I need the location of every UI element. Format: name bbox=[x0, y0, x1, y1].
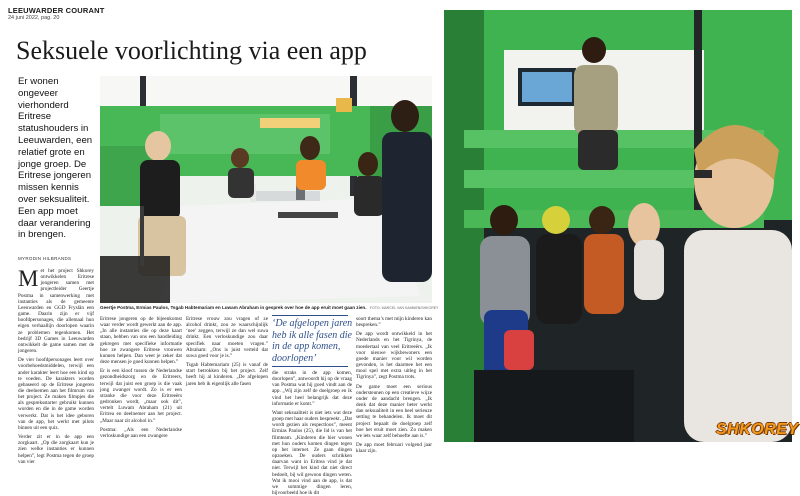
paragraph: Want seksualiteit is niet iets wat deze groep met haar ouders bespreekt. „Dat wordt gezien als respectloos”, meent Ermias Paulos (25), die lid is van het filmteam. „Kinderen die hier wonen met hun ouders komen dingen tegen op het internet. Ze gaan dingen opzoeken. De ouders schrikken daarvan want in Eritrea vind je dat niet. Terwijl het kind dat niet direct bedoelt, bij wil gewoon dingen weten. Wat ik mooi vind aan de app, is dat we sommige dingen leren, bijvoorbeeld hoe ik dit bbox=[272, 409, 352, 496]
quote-rule-bottom bbox=[272, 366, 348, 367]
issue-date: 24 juni 2022, pag. 20 bbox=[8, 15, 60, 21]
paragraph: soort thema’s met mijn kinderen kan bespreken.” bbox=[356, 316, 432, 329]
paragraph: De app wordt ontwikkeld in het Nederlands en het Tigrinya, de moedertaal van veel Eritreeërs. „Ik voor nieuwe wijkbewoners een goede manier voor wil worden gevonden, is het daarmee het een mooi spel met extra uitleg in het Tigrinya”, zegt Postma trots. bbox=[356, 331, 432, 381]
body-column-2 bbox=[100, 316, 182, 444]
photo-caption: Geertje Postma, Ermias Paulos, Tsgab Habtemariam en Luwam Abraham in gesprek over hoe de app eruit moet gaan zien. bbox=[100, 305, 367, 310]
paragraph: Eritrese vrouw zou vragen of ze alcohol drinkt, zou ze waarschijnlijk ‘nee’ zeggen, terwijl ze dan wel suwa drinkt. Een verloskundige zou daar specifiek naar moeten vragen.” Abraham: „Ons is juist verteld dat suwa goed voor je is.” bbox=[186, 316, 268, 359]
paragraph: Postma: „Als een Nederlandse verloskundige aan een zwangere bbox=[100, 426, 182, 439]
body-column-3 bbox=[186, 316, 268, 444]
photo-credit: FOTO: MARCEL VAN KAMMEN/SHKOREY bbox=[370, 306, 439, 310]
masthead: LEEUWARDER COURANT bbox=[8, 6, 105, 15]
body-column-4 bbox=[272, 370, 352, 496]
drop-cap: M bbox=[18, 266, 39, 291]
paragraph: De app moet februari volgend jaar klaar zijn. bbox=[356, 441, 432, 455]
article-title: Seksuele voorlichting via een app bbox=[16, 36, 367, 65]
paragraph: Verder zit er in de app een zorgkaart. „Op die zorgkaart kun je zien welke instanties er kunnen helpen”, legt Postma tegen de groep van vier bbox=[18, 434, 94, 465]
meeting-photo bbox=[100, 76, 432, 303]
pull-quote: ‘De afgelopen jaren heb ik alle fasen die in de app komen, doorlopen’ bbox=[272, 318, 353, 364]
paragraph: die straks in de app komen, doorlopen”, antwoordt hij op de vraag van Postma wat hij goed vindt aan de app. „Wij zijn zelf de doelgroep en ik vind het heel belangrijk dat deze informatie er komt.” bbox=[272, 370, 352, 407]
byline: MYRODIN HILBRANDS bbox=[18, 256, 72, 261]
paragraph: Eritrese jongeren op de bijeenkomst waar verder wordt gewerkt aan de app. „In alle instanties die op deze kaart staan, hebben van ons een handleiding gekregen met specifieke informatie hoe ze zwangere Eritrese vrouwen kunnen helpen. Dan weet je zeker dat deze mensen je goed kunnen helpen.” bbox=[100, 316, 182, 366]
body-column-1 bbox=[18, 266, 94, 465]
children-photo bbox=[444, 10, 792, 442]
body-column-5 bbox=[356, 316, 432, 455]
quote-rule-top bbox=[272, 315, 348, 316]
paragraph: et het project Shkorey ontwikkelen Eritrese jongeren samen met projectleider Geertje Postma in samenwerking met instanties als de gemeente Leeuwarden en GGD Fryslân een game. Daarin zijn er vijf hoofdpersonages, die allemaal hun eigen verhaallijn doorlopen waarin ze problemen tegenkomen. Het bedrijf 3D Games in Leeuwarden ontwikkelt de game samen met de jongeren. bbox=[18, 268, 94, 355]
paragraph: De game moet een serious ondersteunen op een creatieve wijze onder de aandacht brengen. „Ik denk dat deze manier beter werkt dan seksualiteit in een heel serieuze setting te behandelen. Ik moet dit project bepaalt de doelgroep zelf hoe het eruit moet zien. Zo maken we iets waar zelf behoefte aan is.” bbox=[356, 383, 432, 439]
shkorey-logo: SHKOREY bbox=[716, 421, 799, 438]
paragraph: De vier hoofdpersonages leert over voorbehoedsmiddelen, terwijl een ander karakter leert hoe een kind op te voeden. De karakters worden gebaseerd op de Eritrese jongeren die deelnemen aan het filmrum van het project. Ze maken filmpjes die als gespreksstarter gebruikt kunnen worden en die in de game worden verwerkt. Dat is het idee geboren van de app, het werkt met pilots binnen uit een quiz. bbox=[18, 357, 94, 431]
article-intro: Er wonen ongeveer vierhonderd Eritrese statushouders in Leeuwarden, een relatief grote en jonge groep. De Eritrese jongeren missen kennis over seksualiteit. Een app moet daar verandering in brengen. bbox=[18, 76, 93, 241]
paragraph: Tsgab Habtemariam (25) is vanaf de start betrokken bij het project. Zelf heeft hij al kinderen. „De afgelopen jaren heb ik eigenlijk alle fasen bbox=[186, 362, 268, 387]
paragraph: Er is een kloof tussen de Nederlandse gezondheidszorg en de Eritreers, terwijl dat juist een groep is die vaak jong zwanger wordt. Zo is er een stranke die voor deze Eritreeërs gedronken wordt, „maar ook dit”, vertelt Luwam Abraham (21) uit Eritrea en deelnemer aan het project. „Maar naar zit alcohol in.” bbox=[100, 368, 182, 424]
